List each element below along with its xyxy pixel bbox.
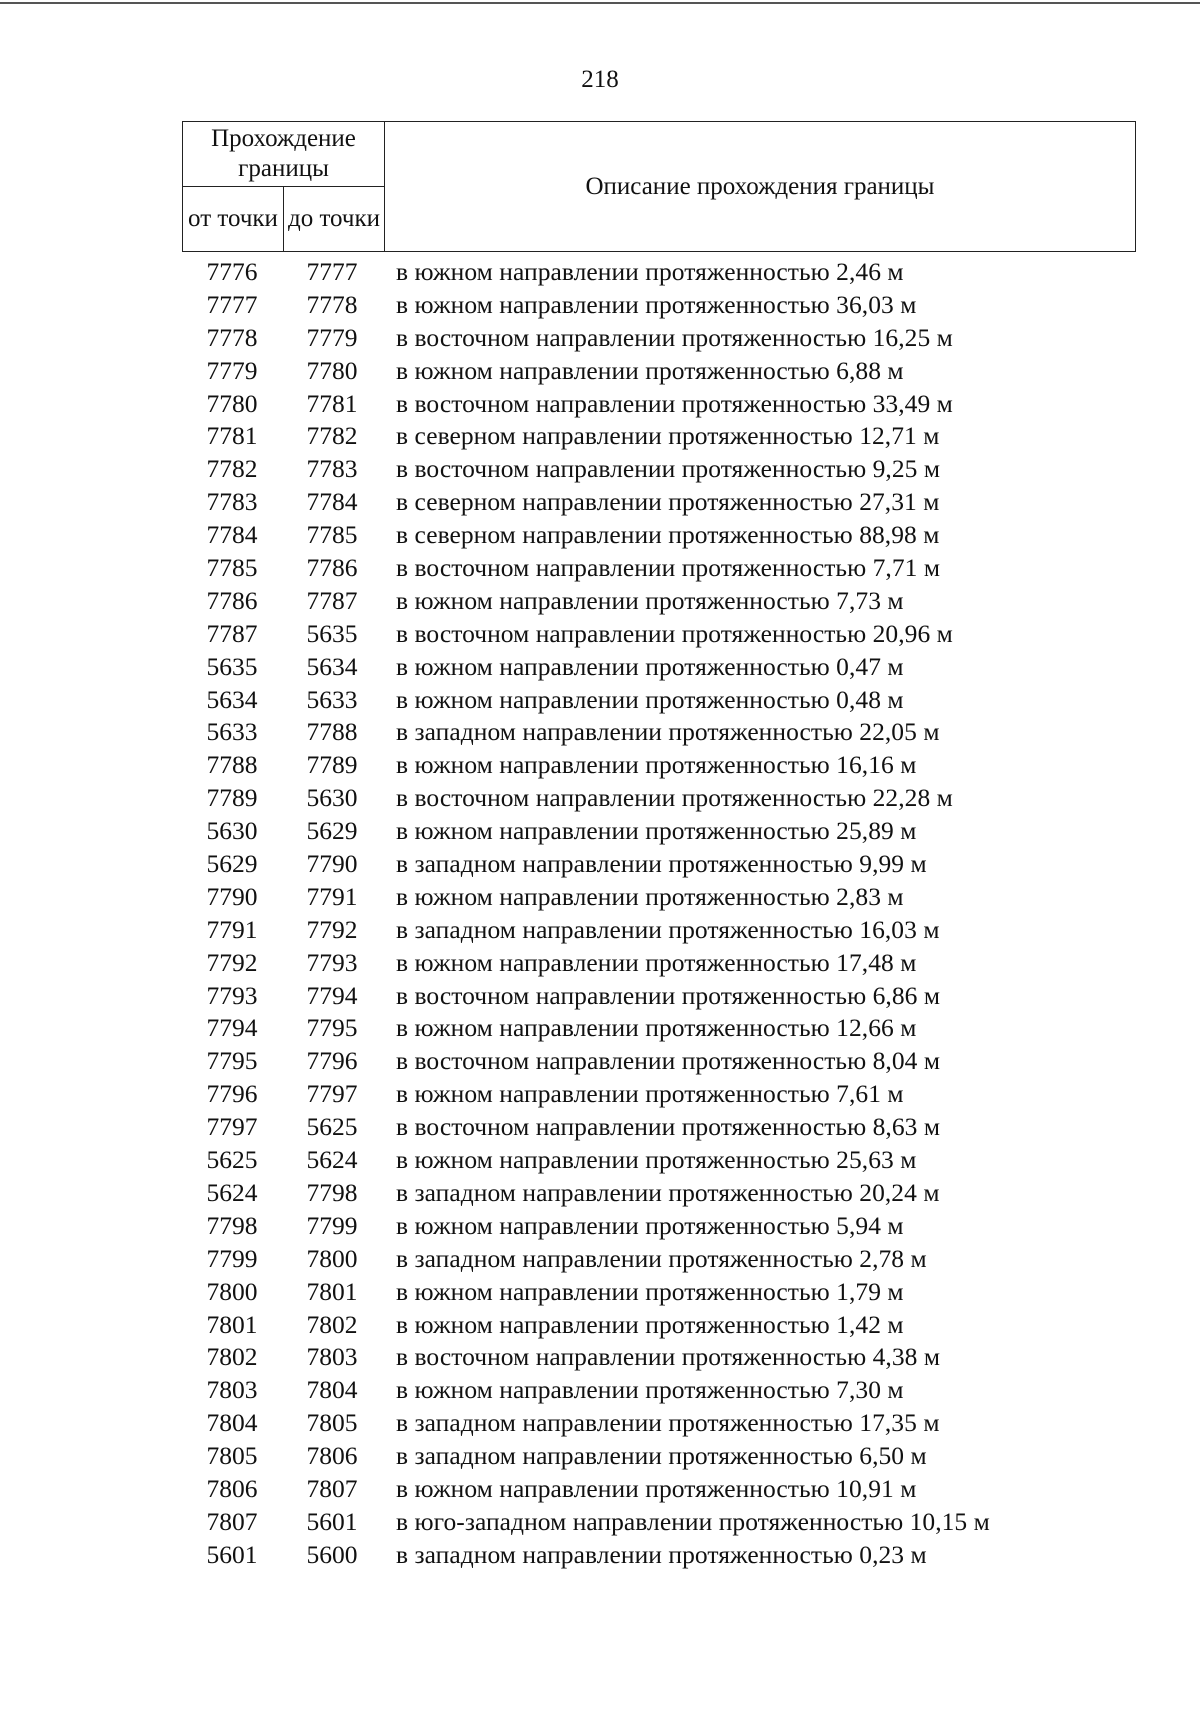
from-point-cell: 7797 <box>206 1112 258 1142</box>
to-point-cell: 7782 <box>306 421 358 451</box>
description-cell: в восточном направлении протяженностью 22,28 м <box>396 783 953 813</box>
to-point-cell: 7802 <box>306 1309 358 1339</box>
table-row <box>182 782 1082 815</box>
description-cell: в западном направлении протяженностью 0,23 м <box>396 1539 927 1569</box>
table-row <box>182 420 1082 453</box>
from-point-cell: 7807 <box>206 1506 258 1536</box>
to-point-cell: 7780 <box>306 355 358 385</box>
description-cell: в восточном направлении протяженностью 33,49 м <box>396 388 953 418</box>
to-point-cell: 5635 <box>306 618 358 648</box>
from-point-cell: 7784 <box>206 520 258 550</box>
from-point-cell: 7794 <box>206 1013 258 1043</box>
description-cell: в юго-западном направлении протяженностью 10,15 м <box>396 1506 990 1536</box>
to-point-cell: 7794 <box>306 980 358 1010</box>
to-point-cell: 7779 <box>306 322 358 352</box>
description-cell: в западном направлении протяженностью 17,35 м <box>396 1408 940 1438</box>
from-point-cell: 5629 <box>206 849 258 879</box>
to-point-cell: 5624 <box>306 1145 358 1175</box>
description-cell: в северном направлении протяженностью 27,31 м <box>396 487 940 517</box>
from-point-cell: 7790 <box>206 881 258 911</box>
from-point-cell: 5625 <box>206 1145 258 1175</box>
table-row <box>182 388 1082 421</box>
to-point-cell: 5600 <box>306 1539 358 1569</box>
from-point-cell: 7804 <box>206 1408 258 1438</box>
to-point-cell: 5633 <box>306 684 358 714</box>
table-row <box>182 519 1082 552</box>
table-row <box>182 651 1082 684</box>
description-cell: в северном направлении протяженностью 12,71 м <box>396 421 940 451</box>
to-point-cell: 7784 <box>306 487 358 517</box>
from-point-cell: 5624 <box>206 1177 258 1207</box>
table-row <box>182 947 1082 980</box>
to-point-cell: 5629 <box>306 816 358 846</box>
description-cell: в западном направлении протяженностью 22,05 м <box>396 717 940 747</box>
to-point-cell: 7790 <box>306 849 358 879</box>
table-row <box>182 1407 1082 1440</box>
table-row <box>182 322 1082 355</box>
description-cell: в западном направлении протяженностью 2,78 м <box>396 1243 927 1273</box>
from-point-cell: 7787 <box>206 618 258 648</box>
table-row <box>182 1309 1082 1342</box>
from-point-cell: 7803 <box>206 1375 258 1405</box>
to-point-cell: 7798 <box>306 1177 358 1207</box>
from-point-cell: 7786 <box>206 585 258 615</box>
to-point-cell: 7795 <box>306 1013 358 1043</box>
table-row <box>182 1276 1082 1309</box>
from-point-cell: 7783 <box>206 487 258 517</box>
table-row <box>182 1341 1082 1374</box>
from-point-cell: 7791 <box>206 914 258 944</box>
table-header <box>182 121 1136 252</box>
to-point-cell: 7783 <box>306 454 358 484</box>
to-point-cell: 7799 <box>306 1210 358 1240</box>
table-row <box>182 980 1082 1013</box>
table-row <box>182 355 1082 388</box>
boundary-passage-header: Прохождение границы <box>183 122 385 187</box>
table-row <box>182 1539 1082 1572</box>
page-number: 218 <box>581 66 619 93</box>
description-cell: в южном направлении протяженностью 36,03 м <box>396 289 917 319</box>
description-cell: в южном направлении протяженностью 1,79 м <box>396 1276 904 1306</box>
from-point-cell: 7795 <box>206 1046 258 1076</box>
to-point-cell: 5630 <box>306 783 358 813</box>
description-cell: в восточном направлении протяженностью 7,71 м <box>396 553 941 583</box>
top-border-line <box>0 2 1200 4</box>
from-point-cell: 7792 <box>206 947 258 977</box>
to-point-cell: 5625 <box>306 1112 358 1142</box>
table-row <box>182 618 1082 651</box>
from-point-cell: 7800 <box>206 1276 258 1306</box>
from-point-cell: 7781 <box>206 421 258 451</box>
table-row <box>182 914 1082 947</box>
description-cell: в южном направлении протяженностью 7,61 м <box>396 1079 904 1109</box>
description-cell: в южном направлении протяженностью 16,16 м <box>396 750 917 780</box>
to-point-cell: 5634 <box>306 651 358 681</box>
description-cell: в южном направлении протяженностью 10,91 м <box>396 1473 917 1503</box>
to-point-cell: 7805 <box>306 1408 358 1438</box>
description-cell: в восточном направлении протяженностью 8,04 м <box>396 1046 941 1076</box>
table-row <box>182 1374 1082 1407</box>
to-point-cell: 7788 <box>306 717 358 747</box>
table-row <box>182 1144 1082 1177</box>
table-row <box>182 486 1082 519</box>
to-point-cell: 7803 <box>306 1342 358 1372</box>
table-row <box>182 585 1082 618</box>
description-cell: в южном направлении протяженностью 7,73 м <box>396 585 904 615</box>
description-cell: в южном направлении протяженностью 2,83 м <box>396 881 904 911</box>
to-point-cell: 7807 <box>306 1473 358 1503</box>
to-point-cell: 7787 <box>306 585 358 615</box>
description-cell: в южном направлении протяженностью 7,30 м <box>396 1375 904 1405</box>
to-point-cell: 7791 <box>306 881 358 911</box>
description-cell: в восточном направлении протяженностью 9,25 м <box>396 454 941 484</box>
to-point-cell: 7792 <box>306 914 358 944</box>
description-cell: в восточном направлении протяженностью 20,96 м <box>396 618 953 648</box>
table-row <box>182 289 1082 322</box>
table-row <box>182 848 1082 881</box>
from-point-cell: 5601 <box>206 1539 258 1569</box>
description-cell: в западном направлении протяженностью 6,50 м <box>396 1441 927 1471</box>
from-point-cell: 5634 <box>206 684 258 714</box>
table-row <box>182 1440 1082 1473</box>
table-row <box>182 1243 1082 1276</box>
to-point-cell: 7781 <box>306 388 358 418</box>
from-point-cell: 7779 <box>206 355 258 385</box>
from-point-cell: 7805 <box>206 1441 258 1471</box>
description-cell: в северном направлении протяженностью 88,98 м <box>396 520 940 550</box>
from-point-cell: 7802 <box>206 1342 258 1372</box>
from-point-cell: 7778 <box>206 322 258 352</box>
to-point-cell: 7804 <box>306 1375 358 1405</box>
from-point-cell: 7798 <box>206 1210 258 1240</box>
description-cell: в южном направлении протяженностью 0,48 м <box>396 684 904 714</box>
description-cell: в южном направлении протяженностью 6,88 м <box>396 355 904 385</box>
from-point-cell: 7785 <box>206 553 258 583</box>
to-point-cell: 7793 <box>306 947 358 977</box>
description-cell: в западном направлении протяженностью 9,99 м <box>396 849 927 879</box>
description-cell: в западном направлении протяженностью 16,03 м <box>396 914 940 944</box>
from-point-cell: 7789 <box>206 783 258 813</box>
table-row <box>182 1045 1082 1078</box>
table-row <box>182 881 1082 914</box>
to-point-cell: 7796 <box>306 1046 358 1076</box>
to-point-cell: 7786 <box>306 553 358 583</box>
description-header: Описание прохождения границы <box>385 122 1136 252</box>
table-row <box>182 1473 1082 1506</box>
table-row <box>182 453 1082 486</box>
to-point-cell: 7777 <box>306 257 358 286</box>
description-cell: в южном направлении протяженностью 25,63 м <box>396 1145 917 1175</box>
to-point-cell: 7801 <box>306 1276 358 1306</box>
boundary-table-body <box>182 256 1082 1572</box>
from-point-header: от точки <box>183 187 284 252</box>
from-point-cell: 7788 <box>206 750 258 780</box>
from-point-cell: 7796 <box>206 1079 258 1109</box>
from-point-cell: 7780 <box>206 388 258 418</box>
to-point-cell: 7806 <box>306 1441 358 1471</box>
description-cell: в южном направлении протяженностью 2,46 м <box>396 257 904 286</box>
table-row <box>182 1012 1082 1045</box>
description-cell: в южном направлении протяженностью 17,48 м <box>396 947 917 977</box>
from-point-cell: 5630 <box>206 816 258 846</box>
to-point-cell: 7778 <box>306 289 358 319</box>
description-cell: в южном направлении протяженностью 0,47 м <box>396 651 904 681</box>
from-point-cell: 7806 <box>206 1473 258 1503</box>
description-cell: в восточном направлении протяженностью 6,86 м <box>396 980 941 1010</box>
from-point-cell: 7776 <box>206 257 258 286</box>
description-cell: в западном направлении протяженностью 20,24 м <box>396 1177 940 1207</box>
table-row <box>182 256 1082 289</box>
to-point-cell: 7785 <box>306 520 358 550</box>
from-point-cell: 7799 <box>206 1243 258 1273</box>
table-row <box>182 552 1082 585</box>
table-row <box>182 684 1082 717</box>
table-row <box>182 1111 1082 1144</box>
from-point-cell: 7793 <box>206 980 258 1010</box>
from-point-cell: 5635 <box>206 651 258 681</box>
to-point-cell: 7789 <box>306 750 358 780</box>
to-point-header: до точки <box>284 187 385 252</box>
description-cell: в южном направлении протяженностью 12,66 м <box>396 1013 917 1043</box>
table-row <box>182 1210 1082 1243</box>
table-row <box>182 716 1082 749</box>
description-cell: в южном направлении протяженностью 5,94 м <box>396 1210 904 1240</box>
table-row <box>182 1506 1082 1539</box>
description-cell: в южном направлении протяженностью 1,42 м <box>396 1309 904 1339</box>
description-cell: в южном направлении протяженностью 25,89 м <box>396 816 917 846</box>
to-point-cell: 5601 <box>306 1506 358 1536</box>
from-point-cell: 7777 <box>206 289 258 319</box>
table-row <box>182 815 1082 848</box>
description-cell: в восточном направлении протяженностью 16,25 м <box>396 322 953 352</box>
table-row <box>182 1078 1082 1111</box>
from-point-cell: 7782 <box>206 454 258 484</box>
from-point-cell: 5633 <box>206 717 258 747</box>
table-row <box>182 749 1082 782</box>
from-point-cell: 7801 <box>206 1309 258 1339</box>
description-cell: в восточном направлении протяженностью 8,63 м <box>396 1112 941 1142</box>
table-row <box>182 1177 1082 1210</box>
to-point-cell: 7797 <box>306 1079 358 1109</box>
description-cell: в восточном направлении протяженностью 4,38 м <box>396 1342 941 1372</box>
to-point-cell: 7800 <box>306 1243 358 1273</box>
